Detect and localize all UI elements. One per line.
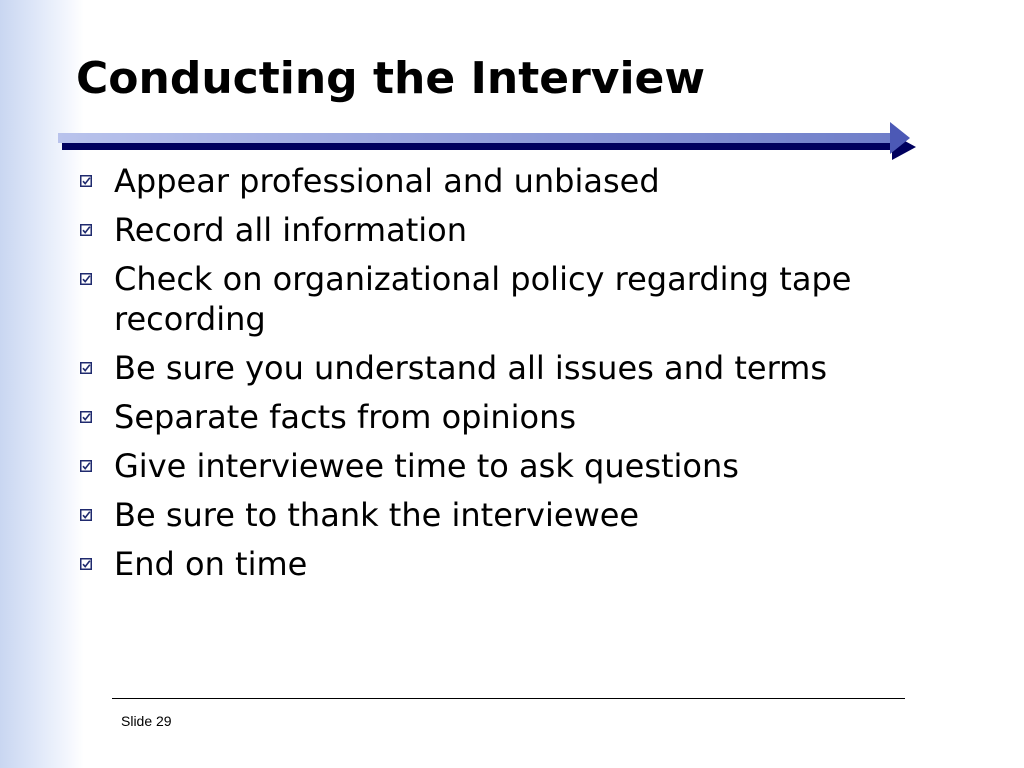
bullet-text: Check on organizational policy regarding tape recording [114,260,852,338]
slide-number: Slide 29 [121,713,172,729]
checkbox-icon [80,411,92,423]
checkbox-icon [80,273,92,285]
checkbox-icon [80,558,92,570]
bullet-item [78,348,938,388]
slide-title: Conducting the Interview [76,53,706,104]
side-gradient-bar [0,0,84,768]
bullet-item [78,161,938,201]
bullet-item [78,495,938,535]
bullet-text: Appear professional and unbiased [114,162,660,200]
bullet-text: Separate facts from opinions [114,398,577,436]
checkbox-icon [80,224,92,236]
bullet-list [78,161,938,593]
checkbox-icon [80,362,92,374]
bullet-item [78,259,938,339]
title-underline-arrow-icon [58,120,920,164]
bullet-text: Give interviewee time to ask questions [114,447,739,485]
bullet-item [78,397,938,437]
checkbox-icon [80,460,92,472]
footer-divider [112,698,905,699]
bullet-text: Be sure you understand all issues and terms [114,349,828,387]
bullet-item [78,544,938,584]
bullet-item [78,210,938,250]
checkbox-icon [80,509,92,521]
checkbox-icon [80,175,92,187]
bullet-item [78,446,938,486]
bullet-text: Be sure to thank the interviewee [114,496,640,534]
bullet-text: Record all information [114,211,467,249]
bullet-text: End on time [114,545,308,583]
